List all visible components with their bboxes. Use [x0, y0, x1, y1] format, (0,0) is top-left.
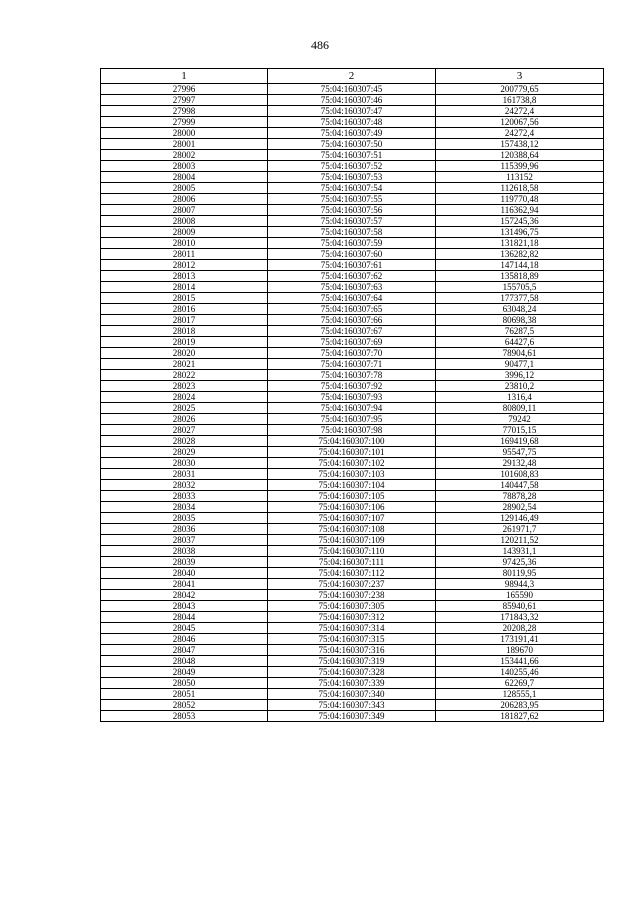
- row-number-cell: 28025: [101, 403, 268, 414]
- cadastral-number-cell: 75:04:160307:328: [268, 667, 436, 678]
- table-row: [101, 315, 604, 326]
- value-cell: 140255,46: [436, 667, 604, 678]
- value-cell: 261971,7: [436, 524, 604, 535]
- cadastral-number-cell: 75:04:160307:107: [268, 513, 436, 524]
- value-cell: 20208,28: [436, 623, 604, 634]
- table-row: [101, 282, 604, 293]
- table-row: [101, 326, 604, 337]
- table-row: [101, 711, 604, 722]
- table-row: [101, 425, 604, 436]
- cadastral-number-cell: 75:04:160307:319: [268, 656, 436, 667]
- row-number-cell: 27998: [101, 106, 268, 117]
- table-row: [101, 117, 604, 128]
- row-number-cell: 28035: [101, 513, 268, 524]
- row-number-cell: 28017: [101, 315, 268, 326]
- table-row: [101, 227, 604, 238]
- row-number-cell: 28009: [101, 227, 268, 238]
- row-number-cell: 28007: [101, 205, 268, 216]
- value-cell: 78878,28: [436, 491, 604, 502]
- value-cell: 120211,52: [436, 535, 604, 546]
- page-number: 486: [311, 38, 329, 52]
- table-row: [101, 84, 604, 95]
- cadastral-number-cell: 75:04:160307:46: [268, 95, 436, 106]
- value-cell: 80809,11: [436, 403, 604, 414]
- value-cell: 76287,5: [436, 326, 604, 337]
- value-cell: 155705,5: [436, 282, 604, 293]
- cadastral-number-cell: 75:04:160307:102: [268, 458, 436, 469]
- row-number-cell: 28031: [101, 469, 268, 480]
- table-row: [101, 579, 604, 590]
- row-number-cell: 28036: [101, 524, 268, 535]
- table-row: [101, 205, 604, 216]
- row-number-cell: 28027: [101, 425, 268, 436]
- table-row: [101, 106, 604, 117]
- cadastral-number-cell: 75:04:160307:78: [268, 370, 436, 381]
- column-header-1: 1: [101, 69, 268, 84]
- table-row: [101, 656, 604, 667]
- table-row: [101, 403, 604, 414]
- cadastral-number-cell: 75:04:160307:237: [268, 579, 436, 590]
- row-number-cell: 28043: [101, 601, 268, 612]
- row-number-cell: 28018: [101, 326, 268, 337]
- row-number-cell: 27999: [101, 117, 268, 128]
- cadastral-number-cell: 75:04:160307:47: [268, 106, 436, 117]
- cadastral-number-cell: 75:04:160307:69: [268, 337, 436, 348]
- cadastral-number-cell: 75:04:160307:105: [268, 491, 436, 502]
- value-cell: 90477,1: [436, 359, 604, 370]
- table-row: [101, 293, 604, 304]
- value-cell: 135818,89: [436, 271, 604, 282]
- table-row: [101, 161, 604, 172]
- table-row: [101, 689, 604, 700]
- value-cell: 140447,58: [436, 480, 604, 491]
- row-number-cell: 28004: [101, 172, 268, 183]
- value-cell: 63048,24: [436, 304, 604, 315]
- table-row: [101, 381, 604, 392]
- value-cell: 129146,49: [436, 513, 604, 524]
- value-cell: 131496,75: [436, 227, 604, 238]
- cadastral-number-cell: 75:04:160307:51: [268, 150, 436, 161]
- table-row: [101, 469, 604, 480]
- table-row: [101, 700, 604, 711]
- value-cell: 128555,1: [436, 689, 604, 700]
- value-cell: 153441,66: [436, 656, 604, 667]
- value-cell: 173191,41: [436, 634, 604, 645]
- cadastral-number-cell: 75:04:160307:65: [268, 304, 436, 315]
- row-number-cell: 28014: [101, 282, 268, 293]
- row-number-cell: 28021: [101, 359, 268, 370]
- cadastral-number-cell: 75:04:160307:60: [268, 249, 436, 260]
- value-cell: 64427,6: [436, 337, 604, 348]
- cadastral-number-cell: 75:04:160307:315: [268, 634, 436, 645]
- table-row: [101, 458, 604, 469]
- row-number-cell: 28039: [101, 557, 268, 568]
- table-row: [101, 271, 604, 282]
- row-number-cell: 28037: [101, 535, 268, 546]
- cadastral-number-cell: 75:04:160307:63: [268, 282, 436, 293]
- value-cell: 29132,48: [436, 458, 604, 469]
- row-number-cell: 28034: [101, 502, 268, 513]
- table-body: [101, 84, 604, 722]
- value-cell: 78904,61: [436, 348, 604, 359]
- value-cell: 62269,7: [436, 678, 604, 689]
- table-row: [101, 491, 604, 502]
- value-cell: 131821,18: [436, 238, 604, 249]
- cadastral-number-cell: 75:04:160307:64: [268, 293, 436, 304]
- row-number-cell: 28022: [101, 370, 268, 381]
- cadastral-number-cell: 75:04:160307:100: [268, 436, 436, 447]
- row-number-cell: 28029: [101, 447, 268, 458]
- data-table: [100, 68, 604, 722]
- table-row: [101, 194, 604, 205]
- value-cell: 112618,58: [436, 183, 604, 194]
- value-cell: 161738,8: [436, 95, 604, 106]
- cadastral-number-cell: 75:04:160307:54: [268, 183, 436, 194]
- cadastral-number-cell: 75:04:160307:95: [268, 414, 436, 425]
- cadastral-number-cell: 75:04:160307:59: [268, 238, 436, 249]
- row-number-cell: 28038: [101, 546, 268, 557]
- value-cell: 200779,65: [436, 84, 604, 95]
- row-number-cell: 27997: [101, 95, 268, 106]
- value-cell: 85940,61: [436, 601, 604, 612]
- table-row: [101, 678, 604, 689]
- cadastral-number-cell: 75:04:160307:305: [268, 601, 436, 612]
- cadastral-number-cell: 75:04:160307:70: [268, 348, 436, 359]
- value-cell: 169419,68: [436, 436, 604, 447]
- value-cell: 189670: [436, 645, 604, 656]
- row-number-cell: 28013: [101, 271, 268, 282]
- cadastral-number-cell: 75:04:160307:312: [268, 612, 436, 623]
- value-cell: 157245,36: [436, 216, 604, 227]
- value-cell: 147144,18: [436, 260, 604, 271]
- row-number-cell: 28041: [101, 579, 268, 590]
- value-cell: 24272,4: [436, 128, 604, 139]
- cadastral-number-cell: 75:04:160307:349: [268, 711, 436, 722]
- table-row: [101, 447, 604, 458]
- table-row: [101, 370, 604, 381]
- row-number-cell: 28046: [101, 634, 268, 645]
- table-row: [101, 260, 604, 271]
- value-cell: 120388,64: [436, 150, 604, 161]
- cadastral-number-cell: 75:04:160307:92: [268, 381, 436, 392]
- table-row: [101, 513, 604, 524]
- table-row: [101, 590, 604, 601]
- row-number-cell: 28024: [101, 392, 268, 403]
- cadastral-number-cell: 75:04:160307:101: [268, 447, 436, 458]
- value-cell: 3996,12: [436, 370, 604, 381]
- table-row: [101, 612, 604, 623]
- table-row: [101, 304, 604, 315]
- value-cell: 1316,4: [436, 392, 604, 403]
- row-number-cell: 28042: [101, 590, 268, 601]
- row-number-cell: 28048: [101, 656, 268, 667]
- table-row: [101, 95, 604, 106]
- row-number-cell: 28015: [101, 293, 268, 304]
- cadastral-number-cell: 75:04:160307:67: [268, 326, 436, 337]
- value-cell: 165590: [436, 590, 604, 601]
- cadastral-number-cell: 75:04:160307:56: [268, 205, 436, 216]
- row-number-cell: 28028: [101, 436, 268, 447]
- cadastral-number-cell: 75:04:160307:55: [268, 194, 436, 205]
- value-cell: 157438,12: [436, 139, 604, 150]
- row-number-cell: 28050: [101, 678, 268, 689]
- value-cell: 136282,82: [436, 249, 604, 260]
- row-number-cell: 28026: [101, 414, 268, 425]
- table-row: [101, 667, 604, 678]
- cadastral-number-cell: 75:04:160307:57: [268, 216, 436, 227]
- row-number-cell: 28002: [101, 150, 268, 161]
- row-number-cell: 27996: [101, 84, 268, 95]
- value-cell: 171843,32: [436, 612, 604, 623]
- value-cell: 80119,95: [436, 568, 604, 579]
- value-cell: 95547,75: [436, 447, 604, 458]
- column-header-2: 2: [268, 69, 436, 84]
- table-row: [101, 546, 604, 557]
- cadastral-number-cell: 75:04:160307:314: [268, 623, 436, 634]
- cadastral-number-cell: 75:04:160307:93: [268, 392, 436, 403]
- row-number-cell: 28053: [101, 711, 268, 722]
- value-cell: 120067,56: [436, 117, 604, 128]
- value-cell: 77015,15: [436, 425, 604, 436]
- row-number-cell: 28001: [101, 139, 268, 150]
- row-number-cell: 28016: [101, 304, 268, 315]
- table-row: [101, 216, 604, 227]
- value-cell: 119770,48: [436, 194, 604, 205]
- table-row: [101, 557, 604, 568]
- table-row: [101, 337, 604, 348]
- table-row: [101, 348, 604, 359]
- table-row: [101, 524, 604, 535]
- row-number-cell: 28049: [101, 667, 268, 678]
- table-row: [101, 150, 604, 161]
- table-row: [101, 568, 604, 579]
- cadastral-number-cell: 75:04:160307:238: [268, 590, 436, 601]
- table-row: [101, 436, 604, 447]
- table-row: [101, 623, 604, 634]
- value-cell: 143931,1: [436, 546, 604, 557]
- row-number-cell: 28045: [101, 623, 268, 634]
- value-cell: 80698,38: [436, 315, 604, 326]
- value-cell: 181827,62: [436, 711, 604, 722]
- cadastral-number-cell: 75:04:160307:50: [268, 139, 436, 150]
- cadastral-number-cell: 75:04:160307:49: [268, 128, 436, 139]
- row-number-cell: 28052: [101, 700, 268, 711]
- table-row: [101, 480, 604, 491]
- row-number-cell: 28012: [101, 260, 268, 271]
- table-row: [101, 139, 604, 150]
- row-number-cell: 28047: [101, 645, 268, 656]
- row-number-cell: 28005: [101, 183, 268, 194]
- value-cell: 79242: [436, 414, 604, 425]
- table-row: [101, 172, 604, 183]
- cadastral-number-cell: 75:04:160307:58: [268, 227, 436, 238]
- value-cell: 97425,36: [436, 557, 604, 568]
- row-number-cell: 28040: [101, 568, 268, 579]
- row-number-cell: 28008: [101, 216, 268, 227]
- row-number-cell: 28023: [101, 381, 268, 392]
- value-cell: 113152: [436, 172, 604, 183]
- cadastral-number-cell: 75:04:160307:104: [268, 480, 436, 491]
- table-row: [101, 634, 604, 645]
- table-row: [101, 645, 604, 656]
- value-cell: 101608,83: [436, 469, 604, 480]
- cadastral-number-cell: 75:04:160307:112: [268, 568, 436, 579]
- row-number-cell: 28030: [101, 458, 268, 469]
- row-number-cell: 28010: [101, 238, 268, 249]
- cadastral-number-cell: 75:04:160307:98: [268, 425, 436, 436]
- row-number-cell: 28032: [101, 480, 268, 491]
- value-cell: 28902,54: [436, 502, 604, 513]
- table-row: [101, 392, 604, 403]
- table-row: [101, 601, 604, 612]
- cadastral-number-cell: 75:04:160307:108: [268, 524, 436, 535]
- header-row: [101, 69, 604, 84]
- row-number-cell: 28000: [101, 128, 268, 139]
- cadastral-number-cell: 75:04:160307:110: [268, 546, 436, 557]
- row-number-cell: 28011: [101, 249, 268, 260]
- value-cell: 24272,4: [436, 106, 604, 117]
- row-number-cell: 28033: [101, 491, 268, 502]
- cadastral-number-cell: 75:04:160307:340: [268, 689, 436, 700]
- value-cell: 98944,3: [436, 579, 604, 590]
- value-cell: 115399,96: [436, 161, 604, 172]
- cadastral-number-cell: 75:04:160307:106: [268, 502, 436, 513]
- cadastral-number-cell: 75:04:160307:52: [268, 161, 436, 172]
- table-row: [101, 359, 604, 370]
- value-cell: 206283,95: [436, 700, 604, 711]
- table-row: [101, 238, 604, 249]
- value-cell: 116362,94: [436, 205, 604, 216]
- cadastral-number-cell: 75:04:160307:71: [268, 359, 436, 370]
- cadastral-number-cell: 75:04:160307:48: [268, 117, 436, 128]
- row-number-cell: 28020: [101, 348, 268, 359]
- cadastral-number-cell: 75:04:160307:66: [268, 315, 436, 326]
- row-number-cell: 28006: [101, 194, 268, 205]
- cadastral-number-cell: 75:04:160307:109: [268, 535, 436, 546]
- cadastral-number-cell: 75:04:160307:111: [268, 557, 436, 568]
- table-row: [101, 249, 604, 260]
- row-number-cell: 28044: [101, 612, 268, 623]
- value-cell: 23810,2: [436, 381, 604, 392]
- cadastral-number-cell: 75:04:160307:45: [268, 84, 436, 95]
- cadastral-number-cell: 75:04:160307:61: [268, 260, 436, 271]
- row-number-cell: 28051: [101, 689, 268, 700]
- cadastral-number-cell: 75:04:160307:53: [268, 172, 436, 183]
- column-header-3: 3: [436, 69, 604, 84]
- cadastral-number-cell: 75:04:160307:94: [268, 403, 436, 414]
- table-row: [101, 414, 604, 425]
- cadastral-number-cell: 75:04:160307:103: [268, 469, 436, 480]
- row-number-cell: 28019: [101, 337, 268, 348]
- cadastral-number-cell: 75:04:160307:62: [268, 271, 436, 282]
- table-row: [101, 535, 604, 546]
- value-cell: 177377,58: [436, 293, 604, 304]
- cadastral-number-cell: 75:04:160307:316: [268, 645, 436, 656]
- table-row: [101, 183, 604, 194]
- cadastral-number-cell: 75:04:160307:343: [268, 700, 436, 711]
- row-number-cell: 28003: [101, 161, 268, 172]
- table-row: [101, 128, 604, 139]
- cadastral-number-cell: 75:04:160307:339: [268, 678, 436, 689]
- table-row: [101, 502, 604, 513]
